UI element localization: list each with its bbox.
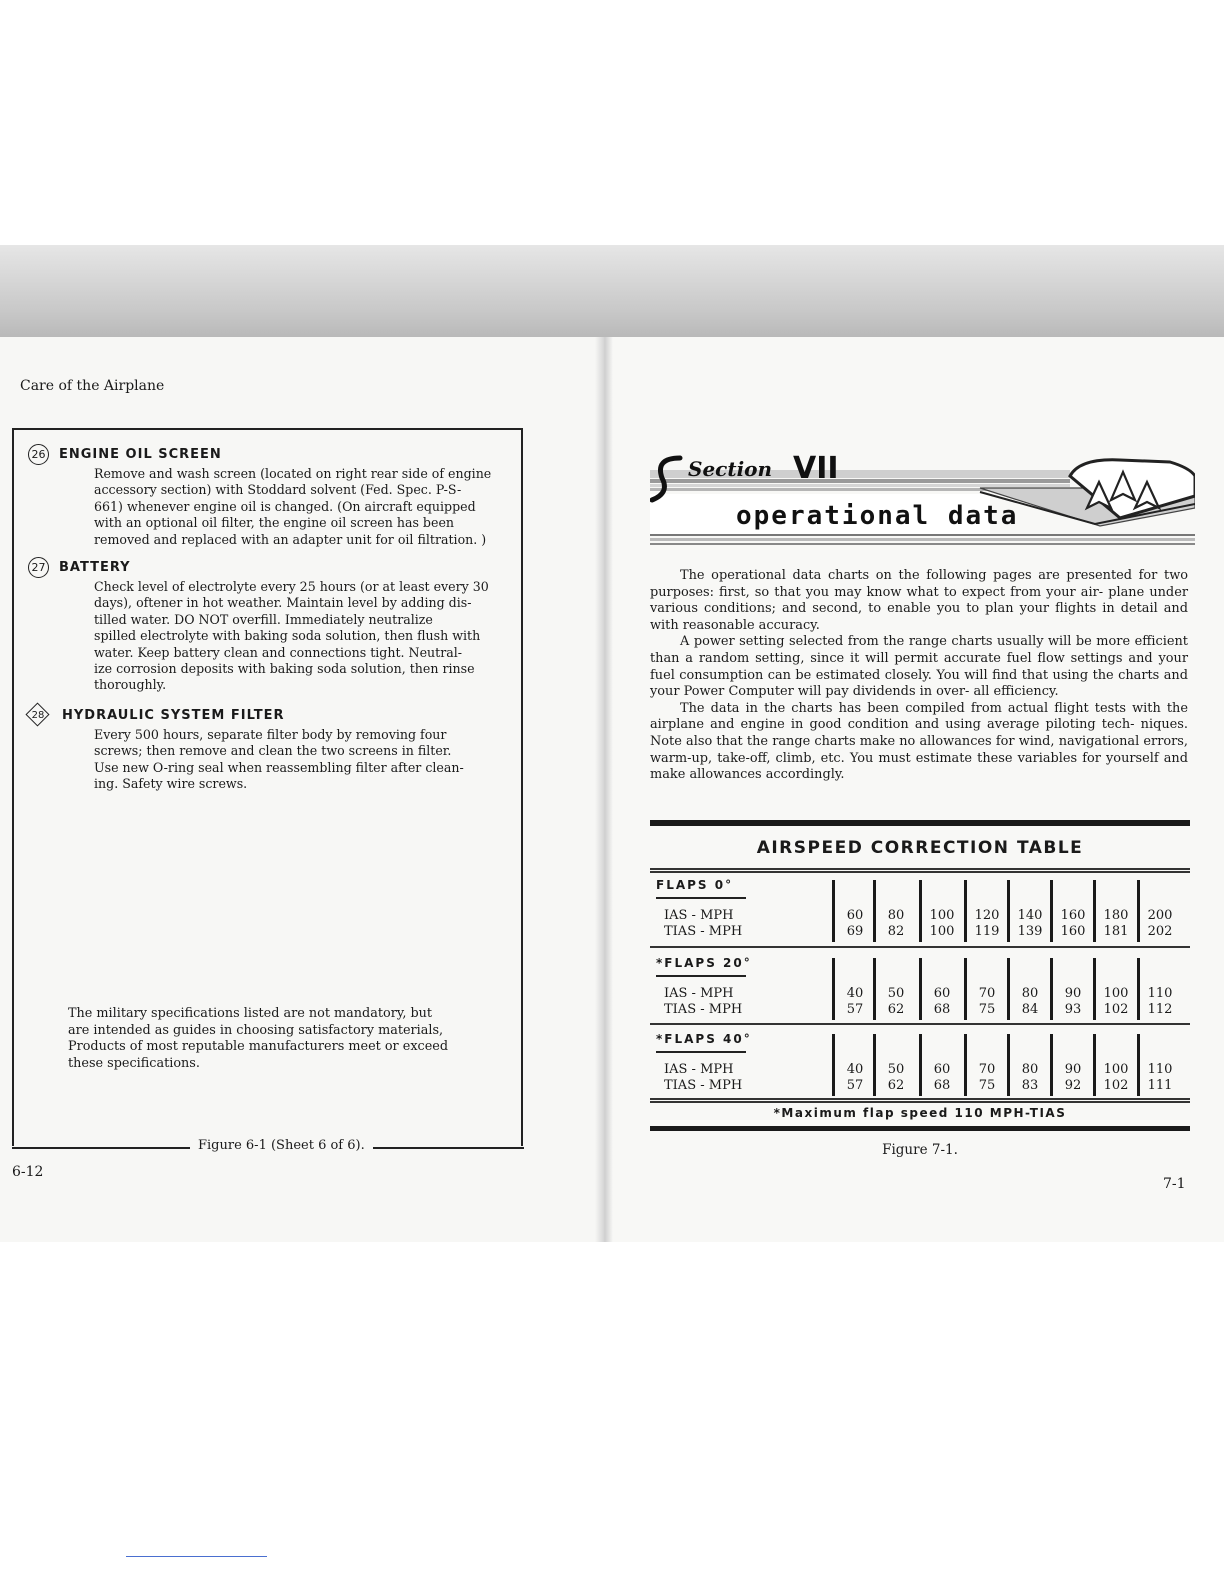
intro-paragraph: A power setting selected from the range charts usually will be more efficient than a random setting, since it will permit accurate fuel flow settings and your fuel consumption can be estimated closely. You will find that using the charts and your Power Computer will pay dividends in over- all efficiency. (650, 634, 1188, 700)
item-number-circle: 26 (28, 444, 49, 465)
body-line: spilled electrolyte with baking soda solution, then flush with (94, 628, 481, 644)
item-hydraulic-system-filter (28, 703, 528, 793)
table-rule (650, 1101, 1190, 1103)
ias-value: 120 (974, 908, 1000, 923)
tias-value: 111 (1147, 1078, 1173, 1093)
table-top-rule (650, 820, 1190, 826)
item-title: HYDRAULIC SYSTEM FILTER (62, 707, 285, 723)
table-rule (650, 871, 1190, 873)
item-title: ENGINE OIL SCREEN (59, 446, 222, 462)
body-line: 661) whenever engine oil is changed. (On aircraft equipped (94, 498, 476, 514)
tias-value: 102 (1103, 1078, 1129, 1093)
body-line: ing. Safety wire screws. (94, 776, 248, 792)
ias-value: 100 (1103, 986, 1129, 1001)
table-title: AIRSPEED CORRECTION TABLE (756, 838, 1084, 858)
table-bottom-rule (650, 1126, 1190, 1131)
flaps-label: FLAPS 0° (656, 878, 734, 892)
item-battery (28, 555, 528, 694)
body-line: Every 500 hours, separate filter body by removing four (94, 727, 447, 742)
tias-row-label: TIAS - MPH (664, 1078, 743, 1093)
body-line: Check level of electrolyte every 25 hours (or at least every 30 (94, 579, 489, 594)
body-line: accessory section) with Stoddard solvent (Fed. Spec. P-S- (94, 482, 462, 498)
page-number-left: 6-12 (12, 1164, 44, 1180)
tias-value: 202 (1147, 924, 1173, 939)
tias-value: 93 (1064, 1002, 1082, 1017)
ias-row-label: IAS - MPH (664, 986, 734, 1001)
ias-value: 200 (1147, 908, 1173, 923)
ias-value: 110 (1147, 986, 1173, 1001)
body-line: days), oftener in hot weather. Maintain level by adding dis- (94, 595, 472, 611)
tias-row-label: TIAS - MPH (664, 1002, 743, 1017)
table-rule (650, 1023, 1190, 1025)
ias-value: 160 (1060, 908, 1086, 923)
note-line: these specifications. (68, 1055, 200, 1071)
tias-value: 84 (1021, 1002, 1039, 1017)
flaps-label: *FLAPS 40° (656, 1032, 752, 1046)
ias-value: 80 (1021, 986, 1039, 1001)
body-line: water. Keep battery clean and connections tight. Neutral- (94, 644, 463, 660)
tias-value: 57 (846, 1078, 864, 1093)
item-title: BATTERY (59, 559, 131, 575)
flaps-label-underline (656, 1051, 746, 1053)
ias-row-label: IAS - MPH (664, 908, 734, 923)
table-rule (650, 946, 1190, 948)
tias-value: 62 (887, 1002, 905, 1017)
tias-value: 92 (1064, 1078, 1082, 1093)
tias-value: 69 (846, 924, 864, 939)
ias-value: 80 (887, 908, 905, 923)
tias-value: 181 (1103, 924, 1129, 939)
flaps-label-underline (656, 975, 746, 977)
ias-value: 40 (846, 986, 864, 1001)
body-line: Use new O-ring seal when reassembling filter after clean- (94, 759, 464, 775)
ias-value: 70 (978, 1062, 996, 1077)
tias-value: 75 (978, 1078, 996, 1093)
airspeed-correction-table (650, 820, 1190, 1140)
tias-value: 83 (1021, 1078, 1039, 1093)
svg-text:operational data: operational data (736, 501, 1019, 531)
flaps-label-underline (656, 897, 746, 899)
table-rule (650, 868, 1190, 870)
note-line: Products of most reputable manufacturers meet or exceed (68, 1039, 449, 1054)
figure-caption-left (12, 1138, 524, 1158)
ias-value: 90 (1064, 986, 1082, 1001)
section-banner (650, 448, 1195, 553)
ias-value: 100 (929, 908, 955, 923)
scan-shadow (0, 245, 1224, 337)
body-line: ize corrosion deposits with baking soda solution, then rinse (94, 661, 475, 677)
body-line: removed and replaced with an adapter unit for oil filtration. ) (94, 531, 487, 547)
tias-value: 75 (978, 1002, 996, 1017)
tias-value: 100 (929, 924, 955, 939)
ias-value: 60 (933, 1062, 951, 1077)
specifications-note (68, 1006, 500, 1072)
tias-value: 119 (974, 924, 1000, 939)
item-body (94, 466, 528, 548)
tias-row-label: TIAS - MPH (664, 924, 743, 939)
ias-value: 60 (933, 986, 951, 1001)
body-line: screws; then remove and clean the two screens in filter. (94, 743, 452, 759)
ias-value: 40 (846, 1062, 864, 1077)
ias-value: 140 (1017, 908, 1043, 923)
tias-value: 139 (1017, 924, 1043, 939)
ias-value: 180 (1103, 908, 1129, 923)
tias-value: 62 (887, 1078, 905, 1093)
tias-value: 68 (933, 1078, 951, 1093)
body-line: Remove and wash screen (located on right rear side of engine (94, 466, 492, 481)
body-line: with an optional oil filter, the engine oil screen has been (94, 515, 455, 531)
table-footnote: *Maximum flap speed 110 MPH-TIAS (773, 1106, 1067, 1120)
body-line: tilled water. DO NOT overfill. Immediately neutralize (94, 611, 433, 627)
tias-value: 82 (887, 924, 905, 939)
svg-text:VII: VII (793, 451, 839, 486)
ias-value: 60 (846, 908, 864, 923)
intro-paragraph: The operational data charts on the following pages are presented for two purposes: first, so that you may know what to expect from your air- plane under various conditions; and second, to enable you to plan your flights in detail and with reasonable accuracy. (650, 568, 1188, 633)
ias-value: 110 (1147, 1062, 1173, 1077)
item-body (94, 579, 528, 694)
figure-caption-right: Figure 7-1. (882, 1142, 958, 1158)
tias-value: 112 (1147, 1002, 1173, 1017)
svg-text:Section: Section (688, 457, 773, 481)
note-line: The military specifications listed are not mandatory, but (68, 1006, 433, 1021)
ias-value: 50 (887, 986, 905, 1001)
intro-text (650, 568, 1188, 784)
book-gutter (595, 337, 613, 1242)
ias-value: 50 (887, 1062, 905, 1077)
item-number-circle: 27 (28, 557, 49, 578)
tias-value: 102 (1103, 1002, 1129, 1017)
flaps-label: *FLAPS 20° (656, 956, 752, 970)
ias-value: 100 (1103, 1062, 1129, 1077)
running-head: Care of the Airplane (20, 378, 165, 394)
note-line: are intended as guides in choosing satisfactory materials, (68, 1022, 444, 1038)
ias-value: 80 (1021, 1062, 1039, 1077)
intro-paragraph: The data in the charts has been compiled from actual flight tests with the airplane and engine in good condition and using average piloting tech- niques. Note also that the range charts make no allowances for wind, navigational errors, warm-up, take-off, climb, etc. You must estimate these variables for yourself and make allowances accordingly. (650, 700, 1188, 783)
item-number-diamond: 28 (24, 701, 52, 729)
tias-value: 68 (933, 1002, 951, 1017)
ias-row-label: IAS - MPH (664, 1062, 734, 1077)
item-engine-oil-screen (28, 442, 528, 548)
ias-value: 90 (1064, 1062, 1082, 1077)
ias-value: 70 (978, 986, 996, 1001)
page-number-right: 7-1 (1163, 1176, 1186, 1192)
tias-value: 57 (846, 1002, 864, 1017)
banner-graphic (650, 448, 1195, 553)
item-body (94, 727, 528, 793)
underline-mark (126, 1556, 267, 1557)
caption-text: Figure 6-1 (Sheet 6 of 6). (190, 1138, 373, 1153)
table-rule (650, 1098, 1190, 1100)
body-line: thoroughly. (94, 677, 167, 693)
tias-value: 160 (1060, 924, 1086, 939)
